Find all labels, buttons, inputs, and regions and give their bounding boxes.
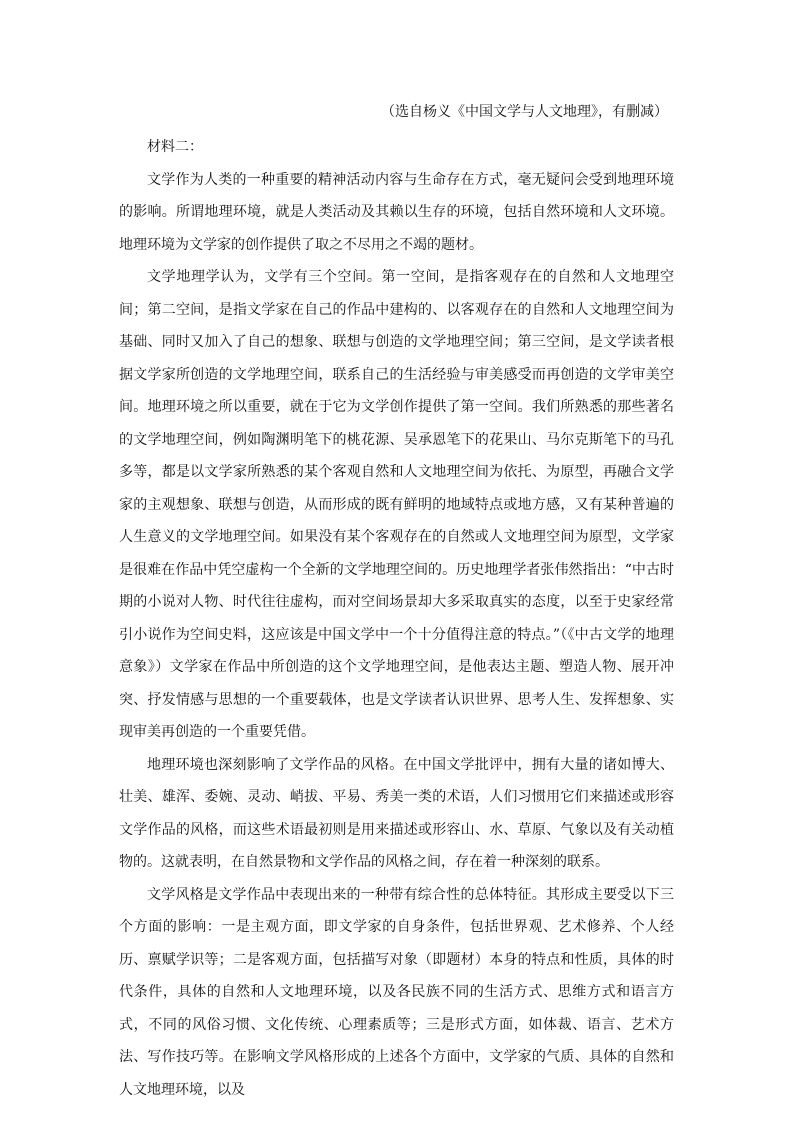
section-label: 材料二：	[147, 139, 203, 155]
paragraph: 文学作为人类的一种重要的精神活动内容与生命存在方式，毫无疑问会受到地理环境的影响。所谓地理环境，就是人类活动及其赖以生存的环境，包括自然环境和人文环境。地理环境为文学家的创作提供了取之不尽用之不竭的题材。	[119, 171, 674, 253]
article-body	[119, 131, 674, 1106]
paragraph: 文学风格是文学作品中表现出来的一种带有综合性的总体特征。其形成主要受以下三个方面的影响：一是主观方面，即文学家的自身条件，包括世界观、艺术修养、个人经历、禀赋学识等；二是客观方面，包括描写对象（即题材）本身的特点和性质，具体的时代条件，具体的自然和人文地理环境，以及各民族不同的生活方式、思维方式和语言方式，不同的风俗习惯、文化传统、心理素质等；三是形式方面，如体裁、语言、艺术方法、写作技巧等。在影响文学风格形成的上述各个方面中，文学家的气质、具体的自然和人文地理环境，以及	[119, 886, 674, 1098]
paragraph: 地理环境也深刻影响了文学作品的风格。在中国文学批评中，拥有大量的诸如博大、壮美、雄浑、委婉、灵动、峭拔、平易、秀美一类的术语，人们习惯用它们来描述或形容文学作品的风格，而这些术语最初则是用来描述或形容山、水、草原、气象以及有关动植物的。这就表明，在自然景物和文学作品的风格之间，存在着一种深刻的联系。	[119, 756, 674, 870]
source-note: （选自杨义《中国文学与人文地理》，有删减）	[381, 104, 668, 120]
paragraph: 文学地理学认为，文学有三个空间。第一空间，是指客观存在的自然和人文地理空间；第二空间，是指文学家在自己的作品中建构的、以客观存在的自然和人文地理空间为基础、同时又加入了自己的想象、联想与创造的文学地理空间；第三空间，是文学读者根据文学家所创造的文学地理空间，联系自己的生活经验与审美感受而再创造的文学审美空间。地理环境之所以重要，就在于它为文学创作提供了第一空间。我们所熟悉的那些著名的文学地理空间，例如陶渊明笔下的桃花源、吴承恩笔下的花果山、马尔克斯笔下的马孔多等，都是以文学家所熟悉的某个客观自然和人文地理空间为依托、为原型，再融合文学家的主观想象、联想与创造，从而形成的既有鲜明的地域特点或地方感，又有某种普遍的人生意义的文学地理空间。如果没有某个客观存在的自然或人文地理空间为原型，文学家是很难在作品中凭空虚构一个全新的文学地理空间的。历史地理学者张伟然指出：“中古时期的小说对人物、时代往往虚构，而对空间场景却大多采取真实的态度，以至于史家经常引小说作为空间史料，这应该是中国文学中一个十分值得注意的特点。”（《中古文学的地理意象》）文学家在作品中所创造的这个文学地理空间，是他表达主题、塑造人物、展开冲突、抒发情感与思想的一个重要载体，也是文学读者认识世界、思考人生、发挥想象、实现审美再创造的一个重要凭借。	[119, 269, 674, 740]
